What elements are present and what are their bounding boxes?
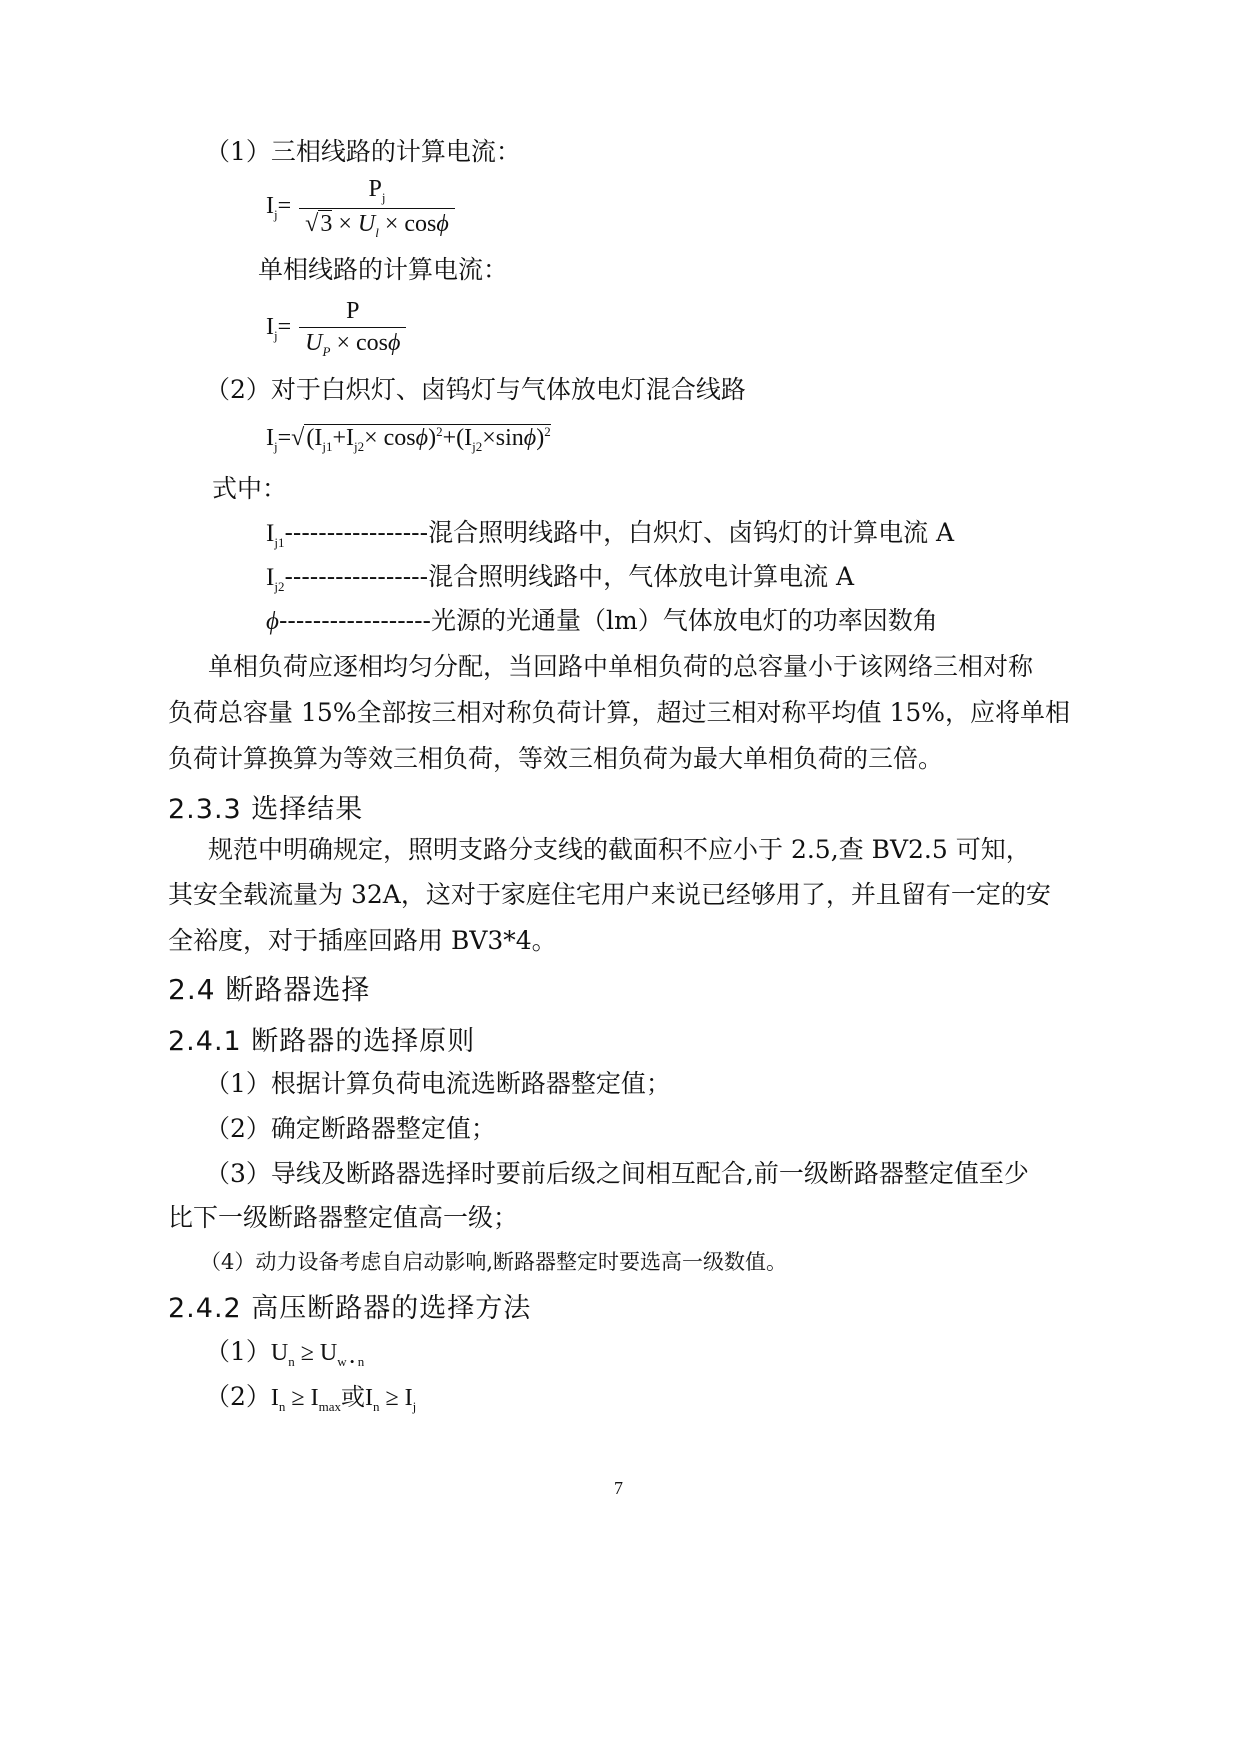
definition-ij1: $I_{j1}-----------------$混合照明线路中，白炽灯、卤钨灯的计算电流 A xyxy=(266,518,955,550)
result-paragraph-line: 其安全载流量为 32A，这对于家庭住宅用户来说已经够用了，并且留有一定的安 xyxy=(168,880,1051,909)
result-paragraph-line: 全裕度，对于插座回路用 BV3*4。 xyxy=(168,926,557,955)
where-label: 式中： xyxy=(212,474,288,503)
load-paragraph-line: 单相负荷应逐相均匀分配，当回路中单相负荷的总容量小于该网络三相对称 xyxy=(208,652,1034,681)
page-number: 7 xyxy=(614,1478,623,1498)
heading-2-4: 2.4 断路器选择 xyxy=(168,973,371,1006)
single-phase-label: 单相线路的计算电流： xyxy=(258,255,509,284)
result-paragraph-line: 规范中明确规定，照明支路分支线的截面积不应小于 2.5,查 BV2.5 可知， xyxy=(208,835,1031,864)
method-item: $(1)U_n \ge U_{w • n}$ xyxy=(205,1337,365,1369)
definition-ij2: $I_{j2}-----------------$混合照明线路中，气体放电计算电流 A xyxy=(266,562,855,594)
definition-symbol: ϕ xyxy=(266,608,279,635)
heading-2-4-2: 2.4.2 高压断路器的选择方法 xyxy=(168,1293,532,1324)
formula-mixed: $I_j=√(I_{j1}+I_{j2}\times \cos\phi)^2+(I_{j2}\times\sin\phi)^2$ xyxy=(266,424,551,454)
formula-single-phase: $I_j=$ $\frac{P}{U_P \times \cos\phi}$ xyxy=(266,298,406,360)
principle-item: 比下一级断路器整定值高一级； xyxy=(168,1203,519,1232)
definition-phi: ϕ------------------光源的光通量（lm）气体放电灯的功率因数角 xyxy=(266,606,938,635)
load-paragraph-line: 负荷总容量 15%全部按三相对称负荷计算，超过三相对称平均值 15%，应将单相 xyxy=(168,698,1071,727)
principle-item: （3）导线及断路器选择时要前后级之间相互配合,前一级断路器整定值至少 xyxy=(205,1159,1029,1188)
mixed-line-label: （2）对于白炽灯、卤钨灯与气体放电灯混合线路 xyxy=(205,375,746,404)
heading-2-3-3: 2.3.3 选择结果 xyxy=(168,794,364,825)
three-phase-label: （1）三相线路的计算电流： xyxy=(205,137,521,166)
method-item: $(2)I_n \ge I_{max}$或$I_n \ge I_j$ xyxy=(205,1382,417,1414)
heading-2-4-1: 2.4.1 断路器的选择原则 xyxy=(168,1026,476,1057)
principle-item: （4）动力设备考虑自启动影响,断路器整定时要选高一级数值。 xyxy=(200,1250,788,1274)
load-paragraph-line: 负荷计算换算为等效三相负荷，等效三相负荷为最大单相负荷的三倍。 xyxy=(168,744,944,773)
definition-symbol: $I_{j1}$ xyxy=(266,520,285,550)
principle-item: （1）根据计算负荷电流选断路器整定值； xyxy=(205,1069,671,1098)
formula-three-phase: $I_j=$ $\frac{P_j}{√3 \times U_l \times \cos\phi}$ xyxy=(266,176,455,241)
principle-item: （2）确定断路器整定值； xyxy=(205,1114,496,1143)
definition-symbol: $I_{j2}$ xyxy=(266,564,285,594)
